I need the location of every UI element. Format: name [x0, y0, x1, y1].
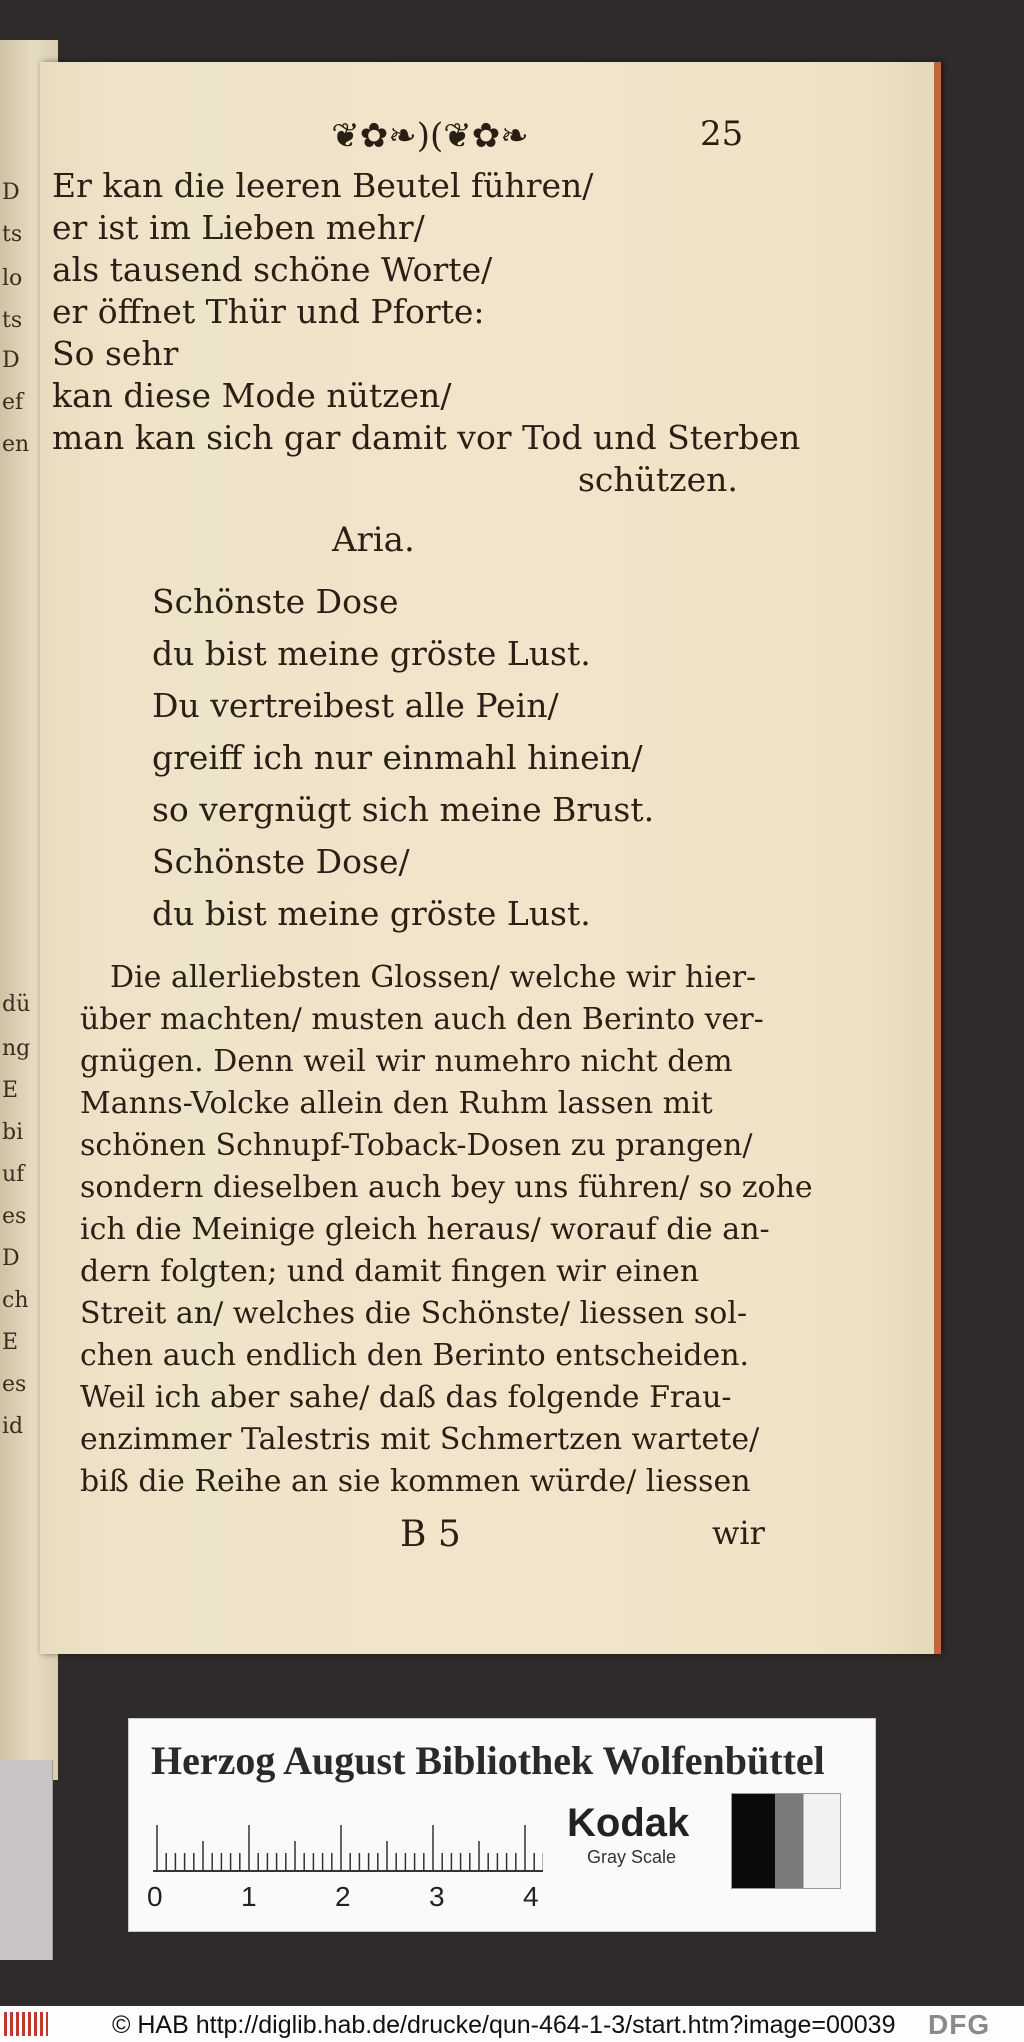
left-fragment: uf [2, 1162, 25, 1187]
prose-line: über machten/ musten auch den Berinto ver- [80, 1002, 764, 1037]
left-fragment: dü [2, 992, 31, 1017]
color-calibration-card [128, 1718, 876, 1932]
footer-bar [0, 2006, 1024, 2042]
prose-line: enzimmer Talestris mit Schmertzen wartete/ [80, 1422, 760, 1457]
prose-line: chen auch endlich den Berinto entscheiden. [80, 1338, 750, 1373]
ruler-scale [153, 1821, 543, 1877]
aria-line: Du vertreibest alle Pein/ [152, 686, 559, 725]
page-number: 25 [700, 114, 744, 154]
prose-line: ich die Meinige gleich heraus/ worauf die an- [80, 1212, 770, 1247]
poem-line: als tausend schöne Worte/ [52, 250, 493, 289]
poem-line: schützen. [578, 460, 738, 499]
signature-mark: B 5 [400, 1514, 461, 1555]
left-fragment: ch [2, 1288, 29, 1313]
left-fragment: D [2, 348, 20, 373]
adjacent-book-sliver [0, 1760, 53, 1960]
ruler-label: 0 [147, 1881, 163, 1912]
poem-line: er ist im Lieben mehr/ [52, 208, 425, 247]
aria-line: du bist meine gröste Lust. [152, 894, 591, 933]
gray-scale-swatch [731, 1793, 841, 1889]
aria-line: Schönste Dose/ [152, 842, 410, 881]
prose-line: sondern dieselben auch bey uns führen/ so zohe [80, 1170, 813, 1205]
aria-line: greiff ich nur einmahl hinein/ [152, 738, 643, 777]
book-page [40, 62, 941, 1654]
left-fragment: id [2, 1414, 24, 1439]
left-fragment: ef [2, 390, 24, 415]
prose-line: Die allerliebsten Glossen/ welche wir hier- [110, 960, 757, 995]
ruler-label: 1 [241, 1881, 257, 1912]
left-fragment: lo [2, 266, 23, 291]
aria-line: Schönste Dose [152, 582, 399, 621]
left-fragment: en [2, 432, 30, 457]
poem-line: So sehr [52, 334, 179, 373]
gray-scale-label: Gray Scale [587, 1847, 677, 1867]
left-fragment: D [2, 180, 20, 205]
left-fragment: E [2, 1330, 19, 1355]
left-fragment: bi [2, 1120, 24, 1145]
catchword: wir [712, 1514, 765, 1552]
prose-line: Weil ich aber sahe/ daß das folgende Frau- [80, 1380, 732, 1415]
aria-title: Aria. [332, 520, 415, 560]
footer-credit[interactable]: © HAB http://diglib.hab.de/drucke/qun-464-1-3/start.htm?image=00039 [112, 2011, 896, 2039]
left-fragment: D [2, 1246, 20, 1271]
aria-line: du bist meine gröste Lust. [152, 634, 591, 673]
poem-line: Er kan die leeren Beutel führen/ [52, 166, 594, 205]
dfg-logo: DFG [928, 2009, 991, 2040]
poem-line: er öffnet Thür und Pforte: [52, 292, 485, 331]
left-fragment: es [2, 1204, 27, 1229]
prose-line: Manns-Volcke allein den Ruhm lassen mit [80, 1086, 713, 1121]
prose-line: biß die Reihe an sie kommen würde/ liessen [80, 1464, 751, 1499]
prose-line: dern folgten; und damit fingen wir einen [80, 1254, 700, 1289]
left-fragment: ng [2, 1036, 31, 1061]
left-fragment: es [2, 1372, 27, 1397]
aria-line: so vergnügt sich meine Brust. [152, 790, 655, 829]
left-fragment: E [2, 1078, 19, 1103]
prose-line: Streit an/ welches die Schönste/ liessen sol- [80, 1296, 748, 1331]
ruler-label: 4 [523, 1881, 539, 1912]
left-fragment: ts [2, 308, 23, 333]
prose-line: schönen Schnupf-Toback-Dosen zu prangen/ [80, 1128, 753, 1163]
prose-line: gnügen. Denn weil wir numehro nicht dem [80, 1044, 733, 1079]
institution-name: Herzog August Bibliothek Wolfenbüttel [151, 1738, 825, 1783]
ruler-label: 2 [335, 1881, 351, 1912]
poem-line: kan diese Mode nützen/ [52, 376, 452, 415]
poem-line: man kan sich gar damit vor Tod und Sterben [52, 418, 801, 457]
kodak-logo: Kodak [567, 1801, 690, 1845]
ruler-label: 3 [429, 1881, 445, 1912]
left-fragment: ts [2, 222, 23, 247]
header-ornament: ❦✿❧)(❦✿❧ [331, 116, 529, 156]
hab-logo-icon [4, 2012, 48, 2036]
